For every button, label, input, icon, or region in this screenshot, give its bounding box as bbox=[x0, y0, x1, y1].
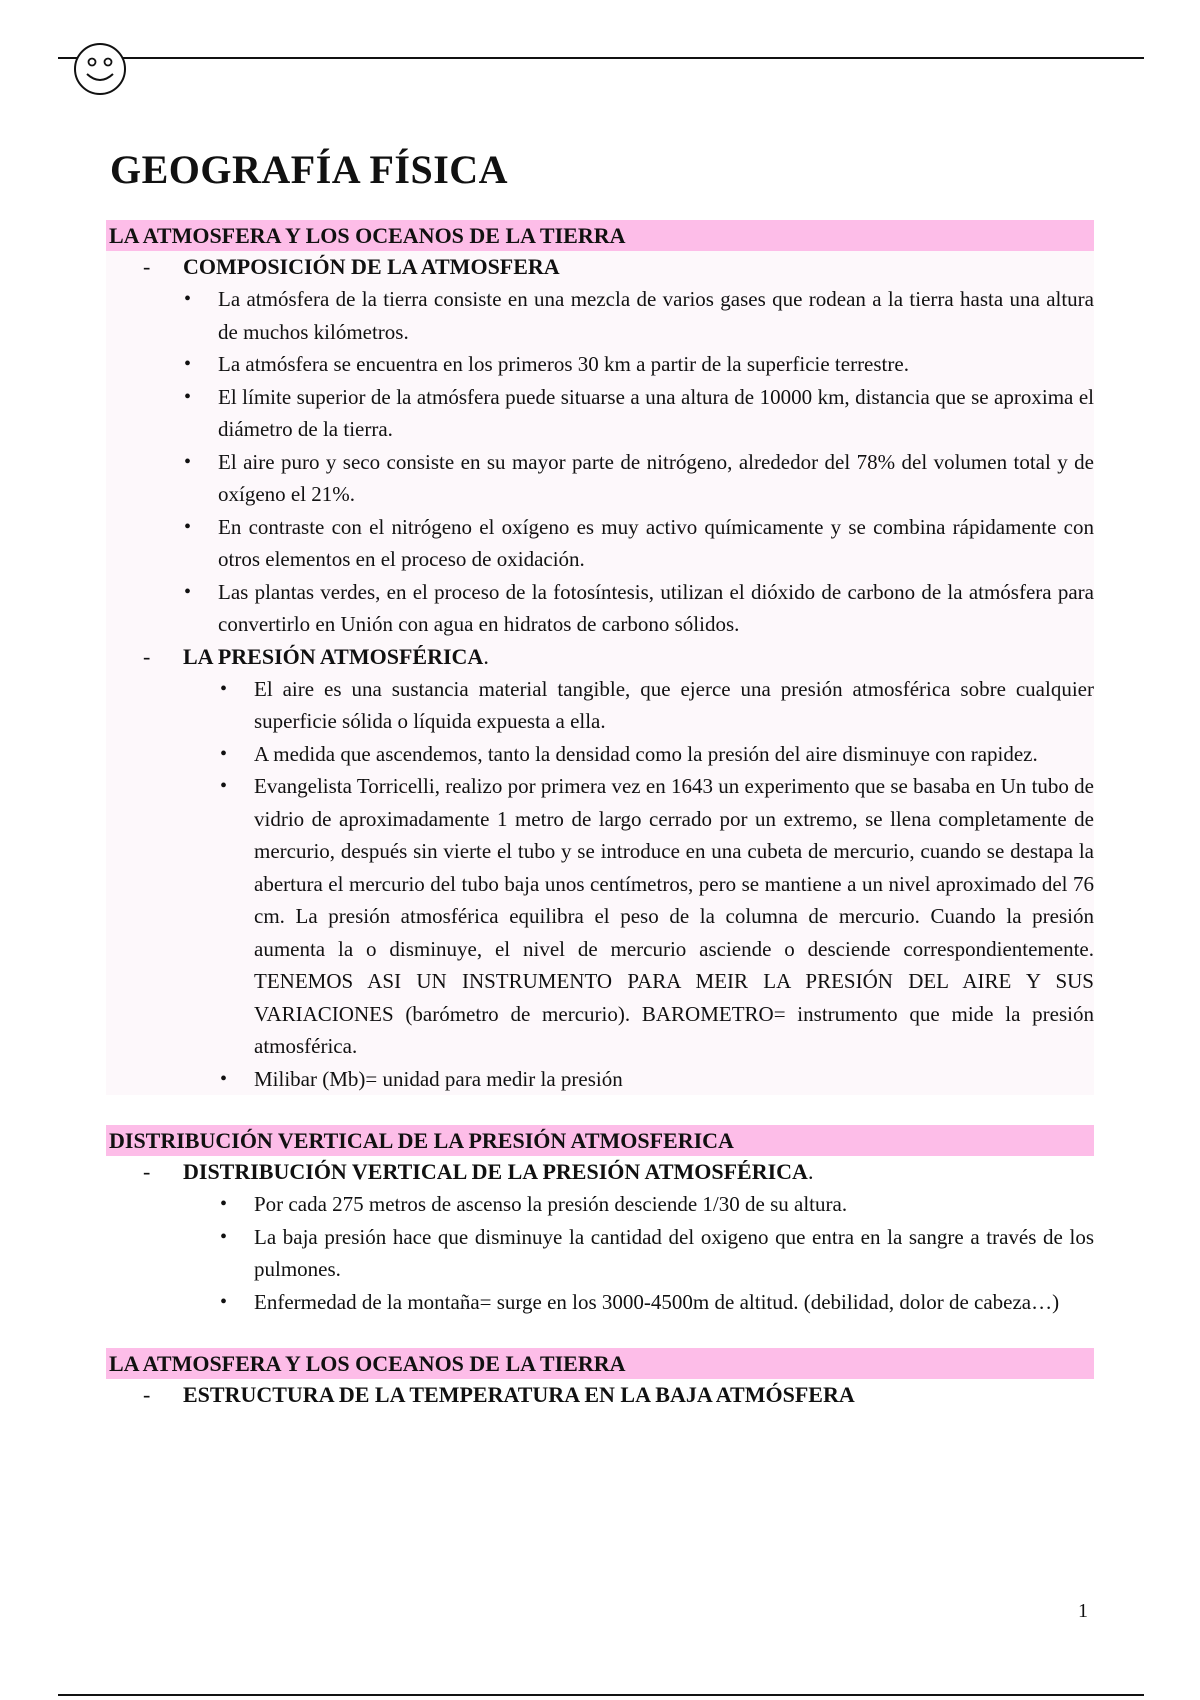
dash-marker: - bbox=[143, 254, 151, 279]
list-item: • En contraste con el nitrógeno el oxígeno es muy activo químicamente y se combina rápidamente con otros elementos en el proceso de oxidación. bbox=[106, 511, 1094, 576]
list-item: • Milibar (Mb)= unidad para medir la presión bbox=[106, 1063, 1094, 1096]
subsection-title-suffix: . bbox=[483, 643, 489, 669]
list-item: • La atmósfera se encuentra en los primeros 30 km a partir de la superficie terrestre. bbox=[106, 348, 1094, 381]
dash-marker: - bbox=[143, 643, 151, 669]
dash-marker: - bbox=[143, 1159, 151, 1184]
subsection-title: DISTRIBUCIÓN VERTICAL DE LA PRESIÓN ATMOSFÉRICA bbox=[183, 1159, 808, 1184]
list-item: • Enfermedad de la montaña= surge en los 3000-4500m de altitud. (debilidad, dolor de cabeza…) bbox=[106, 1286, 1094, 1319]
bullet-list bbox=[106, 1188, 1094, 1318]
list-item: • Las plantas verdes, en el proceso de la fotosíntesis, utilizan el dióxido de carbono de la atmósfera para convertirlo en Unión con agua en hidratos de carbono sólidos. bbox=[106, 576, 1094, 641]
list-item: • El aire puro y seco consiste en su mayor parte de nitrógeno, alrededor del 78% del volumen total y de oxígeno el 21%. bbox=[106, 446, 1094, 511]
document-body bbox=[106, 220, 1094, 1411]
subsection-heading bbox=[106, 1156, 1094, 1188]
section-distribucion-vertical bbox=[106, 1125, 1094, 1318]
subsection-heading bbox=[106, 641, 1094, 673]
section-estructura-temperatura bbox=[106, 1348, 1094, 1411]
subsection-heading bbox=[106, 251, 1094, 283]
smiley-face-icon bbox=[73, 42, 127, 96]
section-heading: LA ATMOSFERA Y LOS OCEANOS DE LA TIERRA bbox=[106, 1348, 1094, 1379]
subsection-title-suffix: . bbox=[807, 1159, 814, 1184]
bullet-list bbox=[106, 673, 1094, 1096]
list-item: • El aire es una sustancia material tangible, que ejerce una presión atmosférica sobre cualquier superficie sólida o líquida expuesta a ella. bbox=[106, 673, 1094, 738]
list-item: • Evangelista Torricelli, realizo por primera vez en 1643 un experimento que se basaba en Un tubo de vidrio de aproximadamente 1 metro de largo cerrado por un extremo, se llena completamente de mercurio, después sin vierte el tubo y se introduce en una cubeta de mercurio, cuando se destapa la abertura el mercurio del tubo baja unos centímetros, pero se mantiene a un nivel aproximado del 76 cm. La presión atmosférica equilibra el peso de la columna de mercurio. Cuando la presión aumenta la o disminuye, el nivel de mercurio asciende o desciende correspondientemente. TENEMOS ASI UN INSTRUMENTO PARA MEIR LA PRESIÓN DEL AIRE Y SUS VARIACIONES (barómetro de mercurio). BAROMETRO= instrumento que mide la presión atmosférica. bbox=[106, 770, 1094, 1063]
section-heading: DISTRIBUCIÓN VERTICAL DE LA PRESIÓN ATMOSFERICA bbox=[106, 1125, 1094, 1156]
page-number: 1 bbox=[1078, 1600, 1088, 1622]
list-item: • La baja presión hace que disminuye la cantidad del oxigeno que entra en la sangre a través de los pulmones. bbox=[106, 1221, 1094, 1286]
subsection-title: ESTRUCTURA DE LA TEMPERATURA EN LA BAJA ATMÓSFERA bbox=[183, 1382, 855, 1407]
bullet-list bbox=[106, 283, 1094, 641]
footer-rule bbox=[58, 1694, 1144, 1696]
list-item: • La atmósfera de la tierra consiste en una mezcla de varios gases que rodean a la tierra hasta una altura de muchos kilómetros. bbox=[106, 283, 1094, 348]
subsection-heading bbox=[106, 1379, 1094, 1411]
list-item: • Por cada 275 metros de ascenso la presión desciende 1/30 de su altura. bbox=[106, 1188, 1094, 1221]
list-item: • A medida que ascendemos, tanto la densidad como la presión del aire disminuye con rapidez. bbox=[106, 738, 1094, 771]
list-item: • El límite superior de la atmósfera puede situarse a una altura de 10000 km, distancia que se aproxima el diámetro de la tierra. bbox=[106, 381, 1094, 446]
subsection-title: LA PRESIÓN ATMOSFÉRICA bbox=[183, 643, 484, 669]
section-body bbox=[106, 251, 1094, 1095]
header-rule bbox=[58, 57, 1144, 59]
section-heading: LA ATMOSFERA Y LOS OCEANOS DE LA TIERRA bbox=[106, 220, 1094, 251]
subsection-title: COMPOSICIÓN DE LA ATMOSFERA bbox=[183, 254, 560, 279]
dash-marker: - bbox=[143, 1382, 151, 1407]
page-title: GEOGRAFÍA FÍSICA bbox=[110, 147, 509, 192]
section-atmosfera-oceanos bbox=[106, 220, 1094, 1095]
